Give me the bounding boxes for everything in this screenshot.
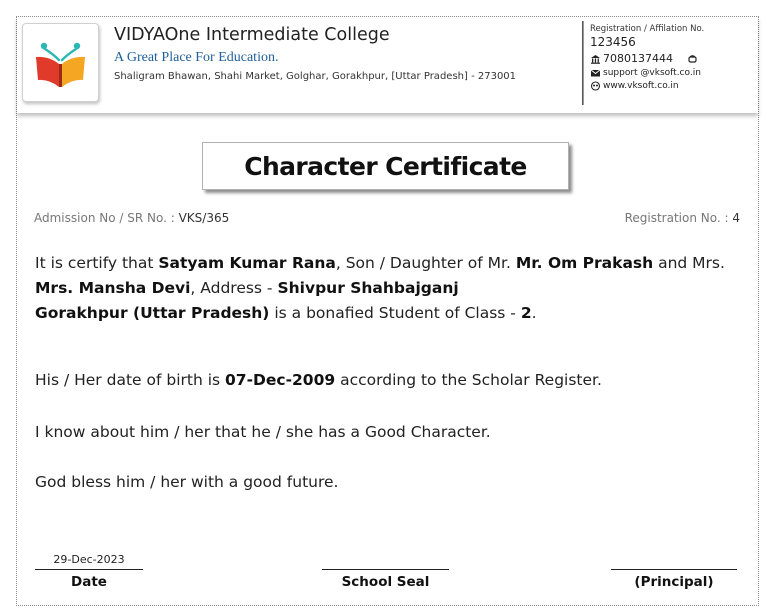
registration-number-row xyxy=(625,211,740,225)
principal-signature-block xyxy=(611,553,737,591)
school-seal-block xyxy=(322,553,449,591)
address-text: , Address - xyxy=(190,279,278,297)
student-class: 2 xyxy=(520,304,532,322)
class-text: is a bonafied Student of Class - xyxy=(269,304,521,322)
building-icon xyxy=(590,54,601,64)
blessing-paragraph: God bless him / her with a good future. xyxy=(35,473,339,491)
principal-line xyxy=(611,569,737,570)
issue-date: 29-Dec-2023 xyxy=(53,553,125,566)
mother-name: Mrs. Mansha Devi xyxy=(35,279,191,297)
certificate-title: Character Certificate xyxy=(244,151,527,181)
mother-text: and Mrs. xyxy=(653,254,725,272)
college-address: Shaligram Bhawan, Shahi Market, Golghar, Gorakhpur, [Uttar Pradesh] - 273001 xyxy=(114,71,517,82)
email-link[interactable]: support @vksoft.co.in xyxy=(603,68,701,78)
college-logo xyxy=(22,23,99,102)
student-address-line1: Shivpur Shahbajganj xyxy=(277,279,459,297)
envelope-icon xyxy=(590,68,601,78)
dob-paragraph xyxy=(35,368,747,393)
header-divider xyxy=(582,21,584,105)
admission-label: Admission No / SR No. : xyxy=(34,211,179,225)
scholar-register-text: according to the Scholar Register. xyxy=(335,371,602,389)
father-name: Mr. Om Prakash xyxy=(515,254,654,272)
phone-row xyxy=(590,52,758,65)
principal-label: (Principal) xyxy=(634,574,714,590)
school-seal-label: School Seal xyxy=(341,574,430,590)
certificate-page xyxy=(16,16,759,606)
contact-block xyxy=(590,24,758,91)
affiliation-number: 123456 xyxy=(590,35,636,49)
period: . xyxy=(531,304,537,322)
dob-text: His / Her date of birth is xyxy=(35,371,226,389)
phone-number: 7080137444 xyxy=(603,52,673,65)
admission-value: VKS/365 xyxy=(178,211,230,225)
certificate-header xyxy=(17,17,758,113)
character-paragraph: I know about him / her that he / she has a Good Character. xyxy=(35,423,491,441)
email-row xyxy=(590,68,758,78)
student-name: Satyam Kumar Rana xyxy=(158,254,336,272)
globe-icon xyxy=(590,81,601,91)
registration-label: Registration No. : xyxy=(624,211,733,225)
parent-text: , Son / Daughter of Mr. xyxy=(335,254,516,272)
book-logo-icon xyxy=(23,24,98,101)
college-tagline: A Great Place For Education. xyxy=(114,50,279,65)
date-signature-block xyxy=(35,553,143,591)
certificate-title-box xyxy=(202,142,569,190)
seal-line xyxy=(322,569,449,570)
registration-value: 4 xyxy=(732,211,740,225)
college-name: VIDYAOne Intermediate College xyxy=(114,25,390,45)
website-row xyxy=(590,81,758,91)
certify-paragraph xyxy=(35,251,747,326)
admission-number-row xyxy=(34,211,229,225)
date-line xyxy=(35,569,143,570)
student-address-line2: Gorakhpur (Uttar Pradesh) xyxy=(35,304,270,322)
phone-icon xyxy=(687,54,698,64)
website-link[interactable]: www.vksoft.co.in xyxy=(603,81,679,91)
affiliation-label: Registration / Affilation No. xyxy=(590,24,705,34)
certify-text: It is certify that xyxy=(35,254,159,272)
date-of-birth: 07-Dec-2009 xyxy=(225,371,336,389)
date-label: Date xyxy=(71,574,107,590)
